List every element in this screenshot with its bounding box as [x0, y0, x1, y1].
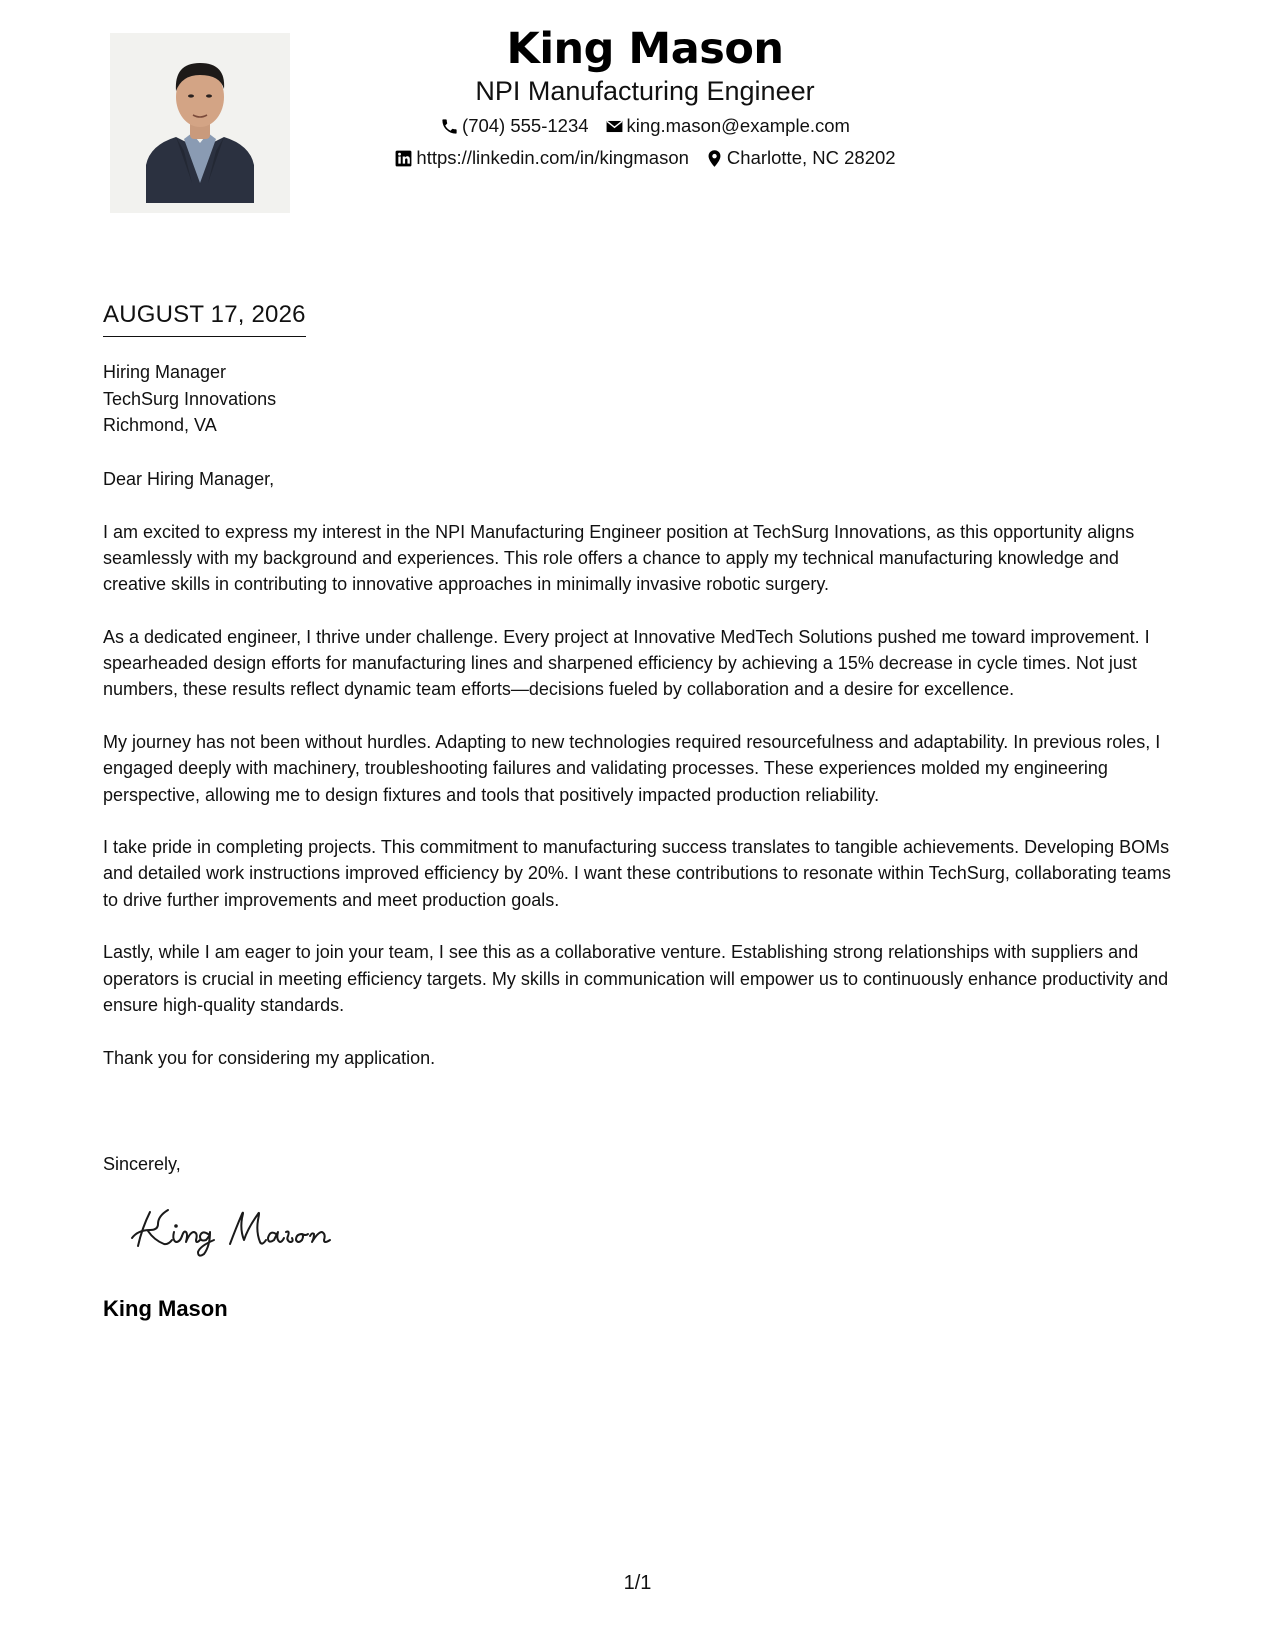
linkedin-icon — [394, 149, 413, 168]
email-text: king.mason@example.com — [626, 115, 850, 136]
body-paragraph: I take pride in completing projects. This commitment to manufacturing success translates to tangible achievements. Developing BOMs and detailed work instructions improved efficiency by 20%. I want these contributions to resonate within TechSurg, collaborating teams to drive further improvements and meet production goals. — [103, 837, 1171, 910]
letter-date: AUGUST 17, 2026 — [103, 300, 306, 337]
contact-row-primary — [320, 114, 970, 138]
recipient-company: TechSurg Innovations — [103, 388, 277, 409]
envelope-icon — [605, 117, 624, 136]
body-paragraph: My journey has not been without hurdles. Adapting to new technologies required resourcefulness and adaptability. In previous roles, I engaged deeply with machinery, troubleshooting failures and validating processes. These experiences molded my engineering perspective, allowing me to design fixtures and tools that positively impacted production reliability. — [103, 731, 1161, 805]
contact-email[interactable] — [605, 114, 850, 138]
contact-row-secondary — [320, 146, 970, 170]
body-paragraph: Thank you for considering my application. — [103, 1047, 436, 1068]
phone-icon — [440, 117, 459, 136]
contact-location — [705, 146, 896, 170]
recipient-title: Hiring Manager — [103, 362, 227, 382]
recipient-location: Richmond, VA — [103, 415, 217, 435]
linkedin-text: https://linkedin.com/in/kingmason — [416, 147, 689, 168]
profile-photo — [110, 33, 290, 213]
body-paragraph: As a dedicated engineer, I thrive under challenge. Every project at Innovative MedTech Solutions pushed me toward improvement. I spearheaded design efforts for manufacturing lines and sharpened efficiency by achieving a 15% decrease in cycle times. Not just numbers, these results reflect dynamic team efforts—decisions fueled by collaboration and a desire for excellence. — [103, 626, 1150, 700]
salutation: Dear Hiring Manager, — [103, 469, 275, 489]
applicant-job-title: NPI Manufacturing Engineer — [475, 76, 815, 106]
letter-header — [320, 22, 970, 170]
body-paragraph: I am excited to express my interest in the NPI Manufacturing Engineer position at TechSurg Innovations, as this opportunity aligns seamlessly with my background and experiences. This role offers a chance to apply my technical manufacturing knowledge and creative skills in contributing to innovative approaches in minimally invasive robotic surgery. — [103, 521, 1135, 595]
contact-phone[interactable] — [440, 114, 589, 138]
map-marker-icon — [705, 149, 724, 168]
letter-body — [103, 466, 1175, 1097]
handwritten-signature — [128, 1200, 348, 1260]
body-paragraph: Lastly, while I am eager to join your team, I see this as a collaborative venture. Establishing strong relationships with suppliers and operators is crucial in meeting efficiency targets. My skills in communication will empower us to continuously enhance productivity and ensure high-quality standards. — [103, 942, 1169, 1015]
closing: Sincerely, — [103, 1154, 181, 1174]
page-indicator: 1/1 — [623, 1572, 652, 1594]
phone-text: (704) 555-1234 — [462, 115, 589, 136]
applicant-name: King Mason — [506, 24, 784, 74]
contact-linkedin[interactable] — [394, 146, 689, 170]
location-text: Charlotte, NC 28202 — [726, 147, 896, 168]
recipient-block — [103, 359, 276, 439]
signer-name: King Mason — [103, 1296, 228, 1321]
